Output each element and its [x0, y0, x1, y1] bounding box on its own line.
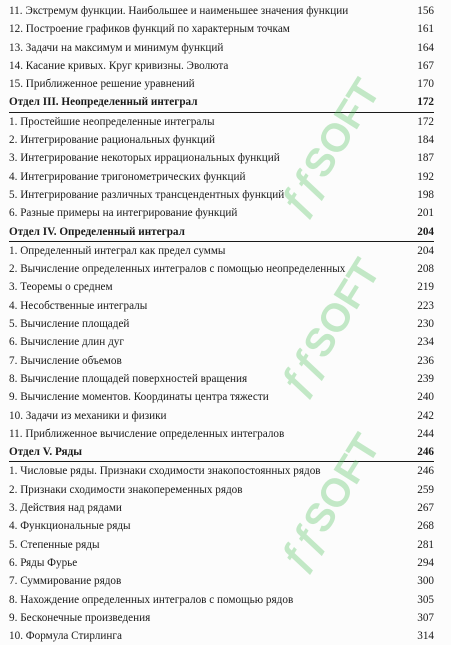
toc-entry-title: 9. Вычисление моментов. Координаты центра тяжести	[9, 391, 269, 404]
toc-entry-title: 8. Нахождение определенных интегралов с помощью рядов	[9, 593, 294, 606]
toc-entry	[9, 278, 434, 296]
toc-entry-title: 4. Функциональные ряды	[9, 520, 131, 533]
toc-entry	[9, 591, 434, 609]
toc-entry-title: 2. Интегрирование рациональных функций	[9, 134, 216, 147]
toc-entry	[9, 572, 434, 590]
toc-entry-page-number: 268	[417, 520, 434, 533]
toc-entry-page-number: 242	[417, 409, 434, 422]
toc-entry-title: 15. Приближенное решение уравнений	[9, 78, 195, 91]
toc-entry-page-number: 259	[417, 483, 434, 496]
svg-text:ƒƒSOFT: ƒƒSOFT	[271, 251, 389, 404]
toc-entry-title: 3. Теоремы о среднем	[9, 281, 113, 294]
toc-entry-title: 13. Задачи на максимум и минимум функций	[9, 41, 224, 54]
toc-entry	[9, 352, 434, 370]
toc-entry-page-number: 246	[417, 446, 434, 459]
toc-entry-page-number: 314	[417, 630, 434, 643]
toc-entry-title: 3. Интегрирование некоторых иррациональных функций	[9, 152, 280, 165]
toc-entry	[9, 536, 434, 554]
toc-entry	[9, 75, 434, 93]
toc-section-heading	[9, 443, 434, 462]
toc-entry-title: 6. Ряды Фурье	[9, 556, 78, 569]
toc-entry	[9, 149, 434, 167]
toc-entry	[9, 113, 434, 131]
toc-entry-title: 8. Вычисление площадей поверхностей вращения	[9, 372, 248, 385]
toc-section-heading	[9, 93, 434, 112]
toc-entry-page-number: 305	[417, 593, 434, 606]
toc-entry	[9, 57, 434, 75]
toc-entry-page-number: 244	[417, 427, 434, 440]
svg-text:ƒƒSOFT: ƒƒSOFT	[271, 426, 389, 579]
toc-entry-page-number: 184	[417, 134, 434, 147]
toc-entry-title: Отдел V. Ряды	[9, 446, 82, 459]
toc-entry	[9, 481, 434, 499]
toc-entry-page-number: 192	[417, 170, 434, 183]
toc-entry	[9, 20, 434, 38]
toc-entry-page-number: 239	[417, 372, 434, 385]
toc-entry-page-number: 170	[417, 78, 434, 91]
toc-entry-page-number: 198	[417, 188, 434, 201]
toc-entry-title: 9. Бесконечные произведения	[9, 611, 151, 624]
toc-entry-title: 1. Простейшие неопределенные интегралы	[9, 115, 215, 128]
toc-entry-page-number: 204	[417, 225, 434, 238]
toc-entry	[9, 627, 434, 645]
toc-entry	[9, 39, 434, 57]
toc-entry	[9, 425, 434, 443]
toc-entry	[9, 554, 434, 572]
toc-entry-title: 14. Касание кривых. Круг кривизны. Эволюта	[9, 59, 229, 72]
toc-entry	[9, 297, 434, 315]
toc-entry	[9, 517, 434, 535]
toc-entry-page-number: 156	[417, 5, 434, 17]
toc-entry	[9, 186, 434, 204]
toc-entry-title: 4. Интегрирование тригонометрических функций	[9, 170, 246, 183]
toc-entry	[9, 260, 434, 278]
toc-entry	[9, 168, 434, 186]
toc-entry-page-number: 307	[417, 611, 434, 624]
toc-entry-title: 6. Разные примеры на интегрирование функций	[9, 207, 238, 220]
toc-entry-title: 5. Интегрирование различных трансцендентных функций	[9, 188, 285, 201]
toc-entry-title: 7. Вычисление объемов	[9, 354, 122, 367]
toc-entry	[9, 2, 434, 20]
svg-text:ƒƒSOFT: ƒƒSOFT	[271, 71, 389, 224]
toc-entry-title: Отдел IV. Определенный интеграл	[9, 225, 185, 238]
toc-entry-page-number: 234	[417, 336, 434, 349]
toc-entry-page-number: 294	[417, 556, 434, 569]
toc-entry-title: 7. Суммирование рядов	[9, 575, 122, 588]
toc-entry-page-number: 281	[417, 538, 434, 551]
toc-entry-title: 11. Приближенное вычисление определенных интегралов	[9, 427, 285, 440]
toc-entry-title: 1. Определенный интеграл как предел суммы	[9, 244, 226, 257]
toc-entry-title: 10. Формула Стирлинга	[9, 630, 122, 643]
toc-entry-title: 12. Построение графиков функций по характерным точкам	[9, 23, 290, 36]
toc-entry-title: 6. Вычисление длин дуг	[9, 336, 124, 349]
toc-entry-page-number: 167	[417, 59, 434, 72]
toc-entry-page-number: 236	[417, 354, 434, 367]
toc-entry	[9, 462, 434, 480]
toc-entry-page-number: 172	[417, 115, 434, 128]
toc-entry-page-number: 246	[417, 465, 434, 478]
toc-entry	[9, 242, 434, 260]
toc-entry-page-number: 204	[417, 244, 434, 257]
toc-entry	[9, 204, 434, 222]
toc-entry-page-number: 164	[417, 41, 434, 54]
table-of-contents	[9, 2, 434, 645]
toc-entry-title: 1. Числовые ряды. Признаки сходимости знакопостоянных рядов	[9, 465, 321, 478]
toc-entry-title: 10. Задачи из механики и физики	[9, 409, 167, 422]
toc-entry	[9, 609, 434, 627]
toc-entry-title: 11. Экстремум функции. Наибольшее и наименьшее значения функции	[9, 5, 349, 17]
toc-entry-page-number: 267	[417, 502, 434, 515]
toc-entry-page-number: 230	[417, 318, 434, 331]
toc-entry-title: 2. Признаки сходимости знакопеременных рядов	[9, 483, 243, 496]
toc-entry-title: Отдел III. Неопределенный интеграл	[9, 96, 198, 109]
toc-entry	[9, 333, 434, 351]
toc-entry	[9, 370, 434, 388]
toc-entry-page-number: 240	[417, 391, 434, 404]
toc-entry	[9, 388, 434, 406]
toc-entry-page-number: 172	[417, 96, 434, 109]
toc-entry	[9, 315, 434, 333]
toc-section-heading	[9, 223, 434, 242]
toc-entry-page-number: 161	[417, 23, 434, 36]
toc-entry	[9, 499, 434, 517]
toc-entry-title: 3. Действия над рядами	[9, 502, 122, 515]
toc-entry	[9, 407, 434, 425]
toc-entry-page-number: 201	[417, 207, 434, 220]
toc-entry-title: 5. Степенные ряды	[9, 538, 100, 551]
toc-entry-page-number: 187	[417, 152, 434, 165]
toc-entry-page-number: 300	[417, 575, 434, 588]
toc-entry-page-number: 208	[417, 263, 434, 276]
toc-entry-page-number: 219	[417, 281, 434, 294]
toc-entry	[9, 131, 434, 149]
toc-entry-page-number: 223	[417, 299, 434, 312]
toc-entry-title: 2. Вычисление определенных интегралов с помощью неопределенных	[9, 263, 346, 276]
toc-entry-title: 4. Несобственные интегралы	[9, 299, 148, 312]
toc-entry-title: 5. Вычисление площадей	[9, 318, 130, 331]
